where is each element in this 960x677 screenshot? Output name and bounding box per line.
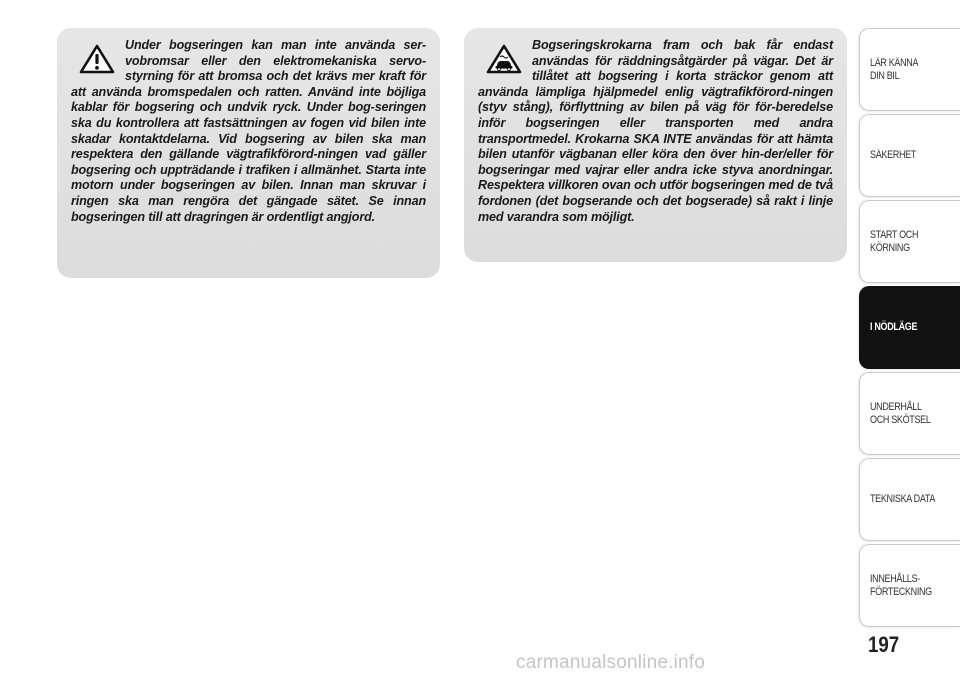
tab-label: TEKNISKA DATA [870,493,936,505]
tab-i-nodlage[interactable] [859,286,960,369]
tab-innehallsforteckning[interactable] [859,544,960,627]
warning-triangle-icon [79,44,115,74]
watermark-text: carmanualsonline.info [516,652,706,673]
warning-text: Bogseringskrokarna fram och bak får endast användas för räddningsåtgärder på vägar. Det är tillåtet att bogsering i korta sträckor genom att använda lämpliga hjälpmedel enlig vägtrafikförord-ningen (styv stång), förflyttning av bilen på väg för för-beredelse inför bogseringen eller transporten med andra transportmedel. Krokarna SKA INTE användas för att hämta bilen utanför vägbanan eller köra den över hin-der/eller för bogseringar med vajrar eller andra icke styva anordningar. Respektera villkoren ovan och utför bogseringen med de två fordonen (det bogserande och det bogserade) så rakt i linje med varandra som möjligt. [478,38,833,224]
tab-underhall-och-skotsel[interactable] [859,372,960,455]
tab-sakerhet[interactable] [859,114,960,197]
tab-label: UNDERHÅLL OCH SKÖTSEL [870,400,931,426]
tab-label: LÄR KÄNNA DIN BIL [870,56,919,82]
warning-box-towing-brakes [57,28,440,278]
tab-lar-kanna-din-bil[interactable] [859,28,960,111]
warning-box-towing-hooks [464,28,847,262]
tab-label: SÄKERHET [870,149,916,161]
tab-label: I NÖDLÄGE [870,321,918,333]
tab-tekniska-data[interactable] [859,458,960,541]
tab-start-och-korning[interactable] [859,200,960,283]
warning-text: Under bogseringen kan man inte använda ser-vobromsar eller den elektromekaniska servo-styrning för att bromsa och det krävs mer kraft för att använda bromspedalen och ratten. Använd inte böjliga kablar för bogsering och undvik ryck. Under bog-seringen ska du kontrollera att fastsättningen av fogen vid bilen inte skadar kontaktdelarna. Vid bogsering av bilen ska man respektera den gällande vägtrafikförord-ningen vad gäller bogsering och uppträdande i trafiken i allmänhet. Starta inte motorn under bogseringen av bilen. Innan man skruvar i ringen ska man rengöra det gängade sätet. Se innan bogseringen till att dragringen är ordentligt angjord. [71,38,426,224]
environment-car-icon [486,44,522,74]
tab-label: START OCH KÖRNING [870,228,919,254]
page-number: 197 [868,632,900,657]
chapter-tabs [859,28,960,630]
tab-label: INNEHÅLLS- FÖRTECKNING [870,572,932,598]
